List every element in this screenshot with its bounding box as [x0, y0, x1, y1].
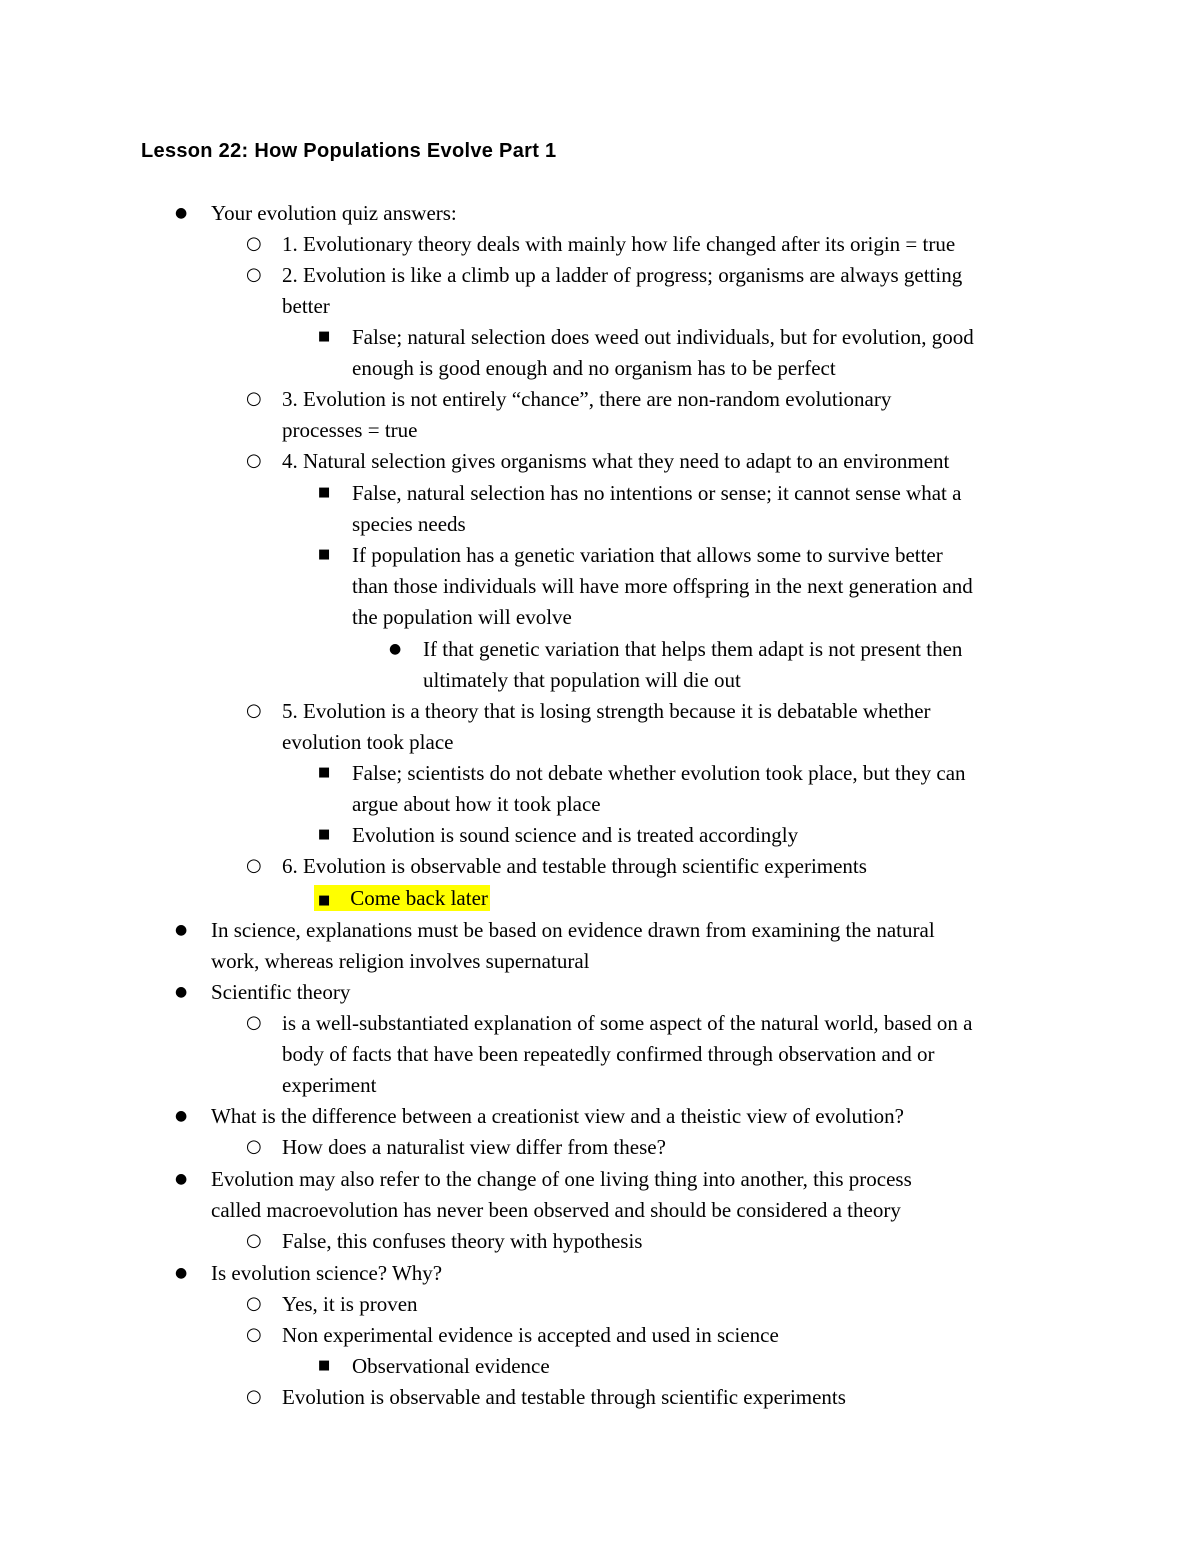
bullet-hollow-circle: ○ — [246, 1012, 262, 1033]
list-item-text: enough is good enough and no organism has to be perfect — [352, 356, 836, 380]
list-item-text: Evolution is sound science and is treated accordingly — [352, 823, 799, 847]
bullet-filled-circle: ● — [175, 1108, 188, 1124]
bullet-filled-circle: ● — [175, 1171, 188, 1187]
list-item-text: Your evolution quiz answers: — [211, 201, 457, 225]
list-item-text: the population will evolve — [352, 605, 572, 629]
bullet-square: ■ — [318, 1358, 331, 1373]
list-item-text: Is evolution science? Why? — [211, 1261, 443, 1285]
highlighted-item — [314, 885, 490, 911]
bullet-square: ■ — [318, 827, 331, 842]
list-item-text: body of facts that have been repeatedly confirmed through observation and or — [282, 1042, 935, 1066]
list-item-text: experiment — [282, 1073, 377, 1097]
list-item-text: Non experimental evidence is accepted and used in science — [282, 1323, 779, 1347]
list-item-text: False, this confuses theory with hypothesis — [282, 1229, 643, 1253]
bullet-hollow-circle: ○ — [246, 855, 262, 876]
bullet-hollow-circle: ○ — [246, 700, 262, 721]
list-item-text: 1. Evolutionary theory deals with mainly how life changed after its origin = true — [282, 232, 956, 256]
bullet-filled-circle: ● — [175, 922, 188, 938]
list-item-text: processes = true — [282, 418, 418, 442]
bullet-hollow-circle: ○ — [246, 1386, 262, 1407]
list-item-text: better — [282, 294, 330, 318]
list-item-text: Evolution may also refer to the change of one living thing into another, this process — [211, 1167, 912, 1191]
bullet-hollow-circle: ○ — [246, 1230, 262, 1251]
list-item-text: than those individuals will have more offspring in the next generation and — [352, 574, 973, 598]
bullet-filled-circle: ● — [175, 205, 188, 221]
list-item-text: species needs — [352, 512, 466, 536]
list-item-text: ultimately that population will die out — [423, 668, 741, 692]
list-item-text: is a well-substantiated explanation of some aspect of the natural world, based on a — [282, 1011, 973, 1035]
list-item-text: Come back later — [350, 886, 488, 910]
list-item-text: False; scientists do not debate whether evolution took place, but they can — [352, 761, 966, 785]
list-item-text: False, natural selection has no intentions or sense; it cannot sense what a — [352, 481, 962, 505]
bullet-hollow-circle: ○ — [246, 1136, 262, 1157]
list-item-text: evolution took place — [282, 730, 454, 754]
list-item-text: False; natural selection does weed out individuals, but for evolution, good — [352, 325, 974, 349]
bullet-square: ■ — [318, 485, 331, 500]
bullet-square: ■ — [318, 765, 331, 780]
bullet-hollow-circle: ○ — [246, 233, 262, 254]
bullet-square: ■ — [318, 547, 331, 562]
bullet-filled-circle: ● — [175, 984, 188, 1000]
list-item-text: Scientific theory — [211, 980, 351, 1004]
list-item-text: In science, explanations must be based on evidence drawn from examining the natural — [211, 918, 935, 942]
bullet-square: ■ — [318, 893, 331, 908]
list-item-text: argue about how it took place — [352, 792, 601, 816]
list-item-text: work, whereas religion involves supernatural — [211, 949, 590, 973]
list-item-text: Evolution is observable and testable through scientific experiments — [282, 1385, 846, 1409]
bullet-filled-circle: ● — [389, 641, 402, 657]
bullet-hollow-circle: ○ — [246, 388, 262, 409]
list-item-text: Observational evidence — [352, 1354, 550, 1378]
list-item-text: What is the difference between a creationist view and a theistic view of evolution? — [211, 1104, 904, 1128]
list-item-text: 4. Natural selection gives organisms what they need to adapt to an environment — [282, 449, 950, 473]
page-title: Lesson 22: How Populations Evolve Part 1 — [141, 140, 557, 162]
list-item-text: How does a naturalist view differ from these? — [282, 1135, 666, 1159]
bullet-filled-circle: ● — [175, 1265, 188, 1281]
list-item-text: called macroevolution has never been observed and should be considered a theory — [211, 1198, 901, 1222]
bullet-hollow-circle: ○ — [246, 1324, 262, 1345]
bullet-hollow-circle: ○ — [246, 450, 262, 471]
bullet-hollow-circle: ○ — [246, 264, 262, 285]
list-item-text: If that genetic variation that helps them adapt is not present then — [423, 637, 963, 661]
bullet-square: ■ — [318, 329, 331, 344]
list-item-text: 5. Evolution is a theory that is losing strength because it is debatable whether — [282, 699, 931, 723]
list-item-text: Yes, it is proven — [282, 1292, 418, 1316]
list-item-text: 6. Evolution is observable and testable through scientific experiments — [282, 854, 867, 878]
list-item-text: 3. Evolution is not entirely “chance”, there are non-random evolutionary — [282, 387, 892, 411]
list-item-text: 2. Evolution is like a climb up a ladder of progress; organisms are always getting — [282, 263, 963, 287]
list-item-text: If population has a genetic variation that allows some to survive better — [352, 543, 943, 567]
bullet-hollow-circle: ○ — [246, 1293, 262, 1314]
